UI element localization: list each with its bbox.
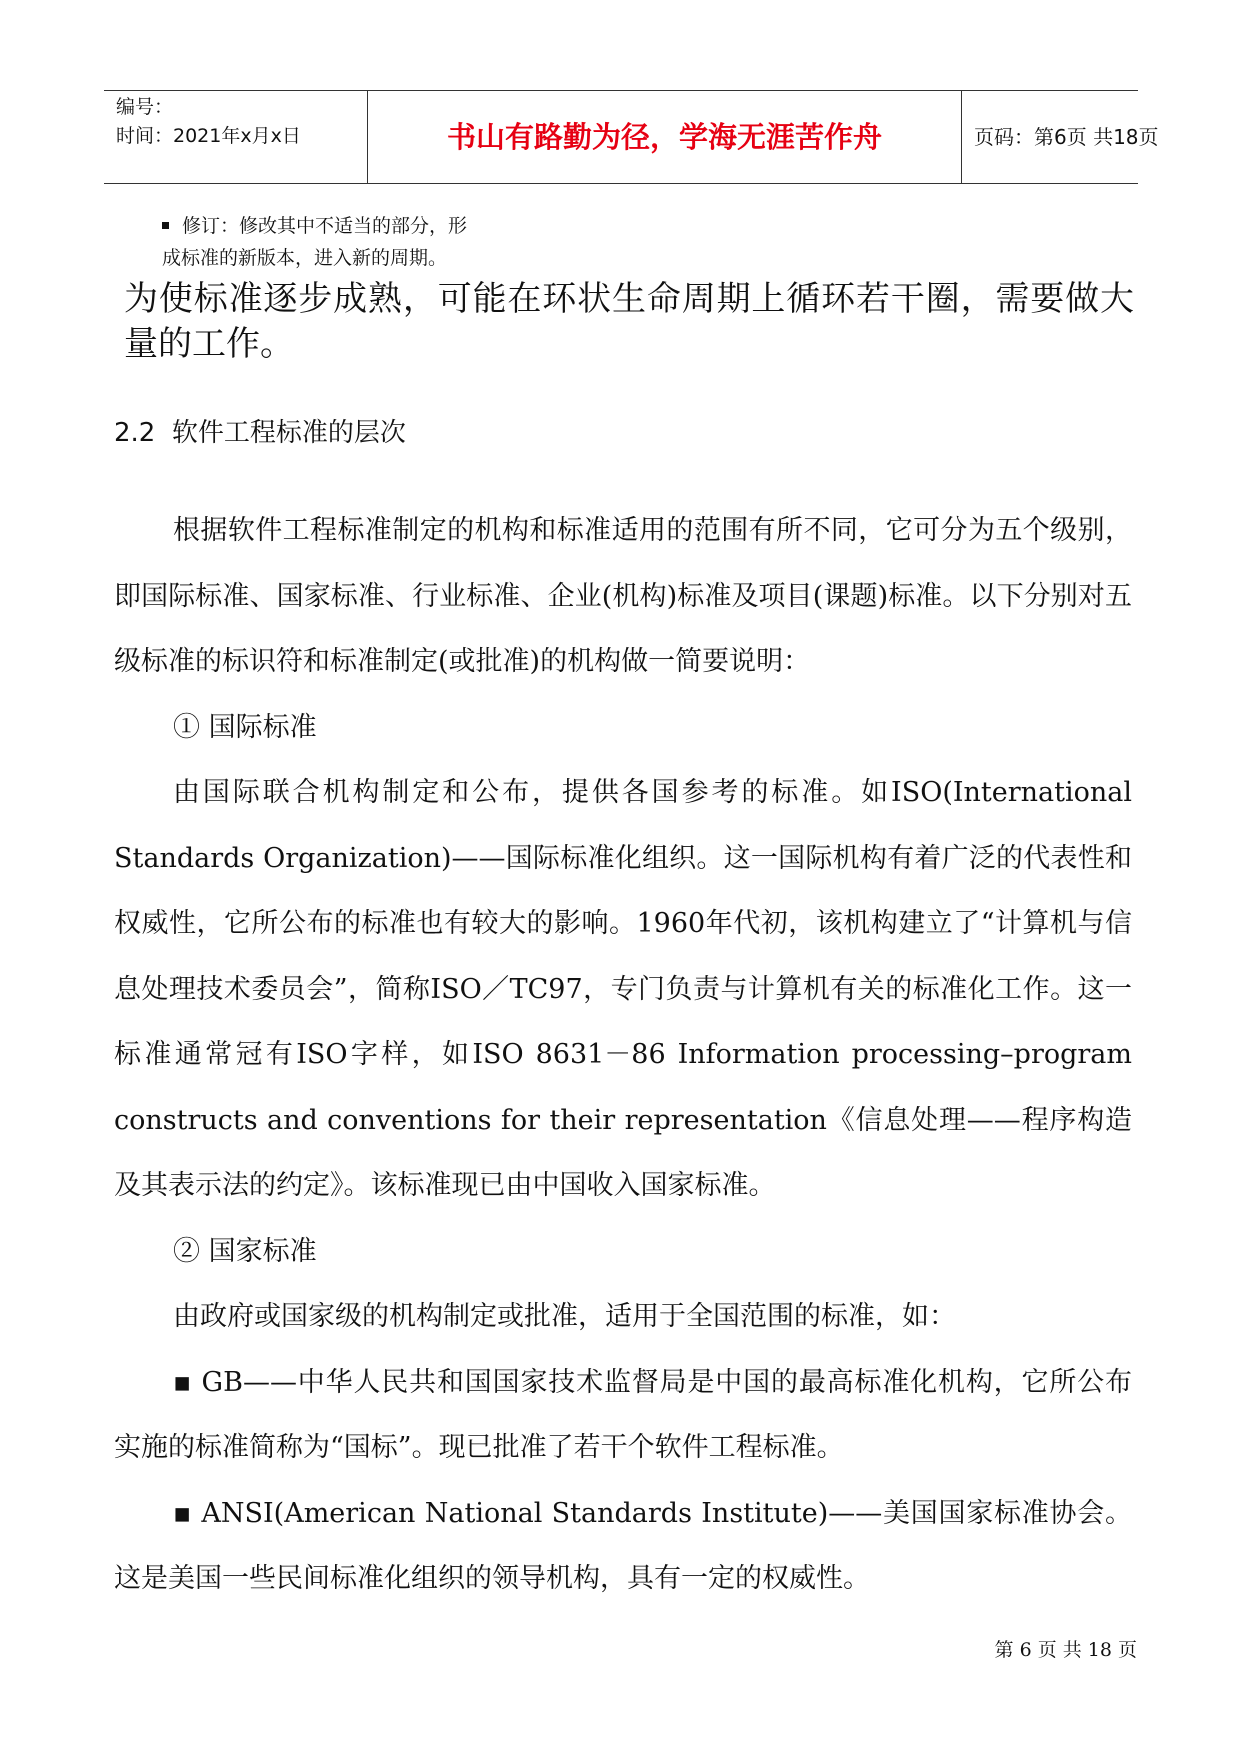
fragment-line-1: 修订：修改其中不适当的部分，形 [182, 215, 468, 237]
page-header [104, 90, 1159, 184]
section-number: 2.2 [114, 418, 156, 448]
list-item-gb: ▪ GB——中华人民共和国国家技术监督局是中国的最高标准化机构，它所公布实施的标准简称为“国标”。现已批准了若干个软件工程标准。 [114, 1366, 1132, 1463]
lead-paragraph [124, 277, 1134, 367]
header-meta [116, 93, 366, 151]
section-title: 软件工程标准的层次 [171, 418, 406, 448]
paragraph-national: 由政府或国家级的机构制定或批准，适用于全国范围的标准，如： [173, 1301, 956, 1332]
lead-text: 为使标准逐步成熟，可能在环状生命周期上循环若干圈，需要做大量的工作。 [124, 279, 1134, 364]
paragraph-intro: 根据软件工程标准制定的机构和标准适用的范围有所不同，它可分为五个级别，即国际标准、国家标准、行业标准、企业(机构)标准及项目(课题)标准。以下分别对五级标准的标识符和标准制定(或批准)的机构做一简要说明： [114, 515, 1132, 677]
document-time-label: 时间：2021年x月x日 [116, 125, 301, 147]
body-text [114, 498, 1132, 1612]
fragment-line-2: 成标准的新版本，进入新的周期。 [162, 247, 448, 269]
header-page-info: 页码：第6页 共18页 [974, 125, 1159, 149]
document-number-label: 编号： [116, 96, 174, 118]
list-item-ansi: ▪ ANSI(American National Standards Institute)——美国国家标准协会。这是美国一些民间标准化组织的领导机构，具有一定的权威性。 [114, 1497, 1132, 1594]
page-footer: 第 6 页 共 18 页 [994, 1639, 1137, 1661]
subheading-international: ① 国际标准 [173, 711, 317, 743]
bullet-square-icon [162, 222, 169, 229]
subheading-national: ② 国家标准 [173, 1235, 317, 1267]
header-motto: 书山有路勤为径，学海无涯苦作舟 [446, 120, 882, 154]
header-divider [961, 91, 962, 183]
section-heading [114, 412, 406, 449]
paragraph-international: 由国际联合机构制定和公布，提供各国参考的标准。如ISO(International Standards Organization)——国际标准化组织。这一国际机构有着广泛的代表性和权威性，它所公布的标准也有较大的影响。1960年代初，该机构建立了“计算机与信息处理技术委员会”，简称ISO／TC97，专门负责与计算机有关的标准化工作。这一标准通常冠有ISO字样，如ISO 8631－86 Information processing–program constructs and conventions for their representation《信息处理——程序构造及其表示法的约定》。该标准现已由中国收入国家标准。 [114, 777, 1132, 1201]
